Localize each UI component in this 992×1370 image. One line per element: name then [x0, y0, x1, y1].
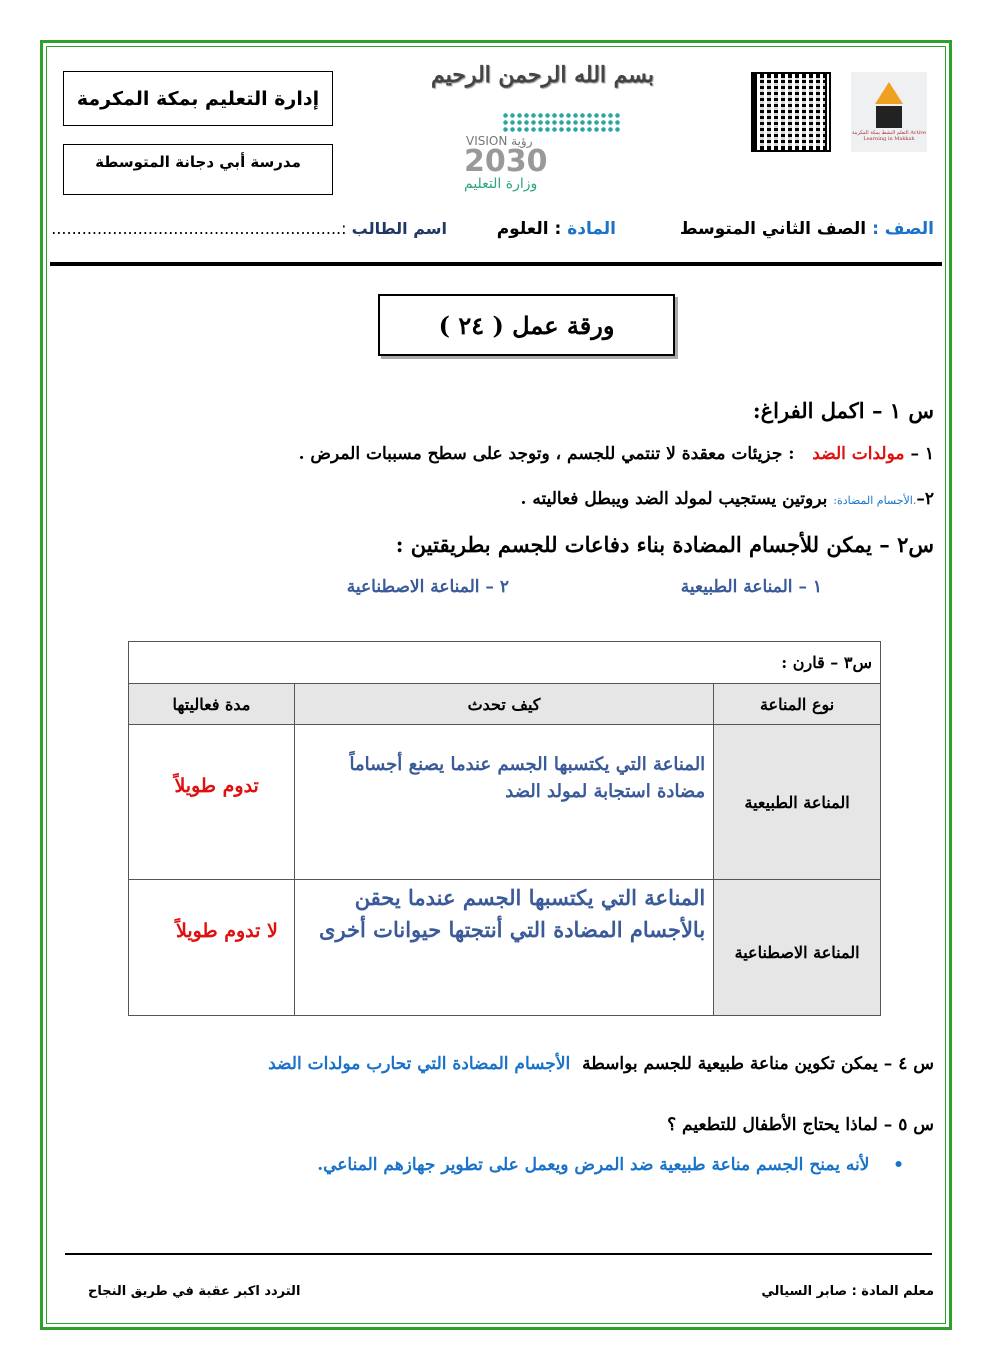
q4-answer: الأجسام المضادة التي تحارب مولدات الضد	[268, 1054, 571, 1074]
vision-ar-text: رؤية	[511, 134, 533, 148]
logo-text: التعلم النشط بمكة المكرمة Active Learning in Makkah	[851, 130, 927, 142]
table-row	[129, 880, 881, 1016]
answer-text: مولدات الضد	[812, 444, 905, 464]
grade-label: الصف :	[872, 219, 934, 239]
school-box	[63, 144, 333, 195]
vision-text: VISION	[466, 134, 508, 148]
q4	[268, 1054, 934, 1074]
student-blank[interactable]: :.........................................................	[51, 219, 347, 238]
item-number: ٢–	[916, 489, 934, 509]
item-text: : جزيئات معقدة لا تنتمي للجسم ، وتوجد على سطح مسببات المرض .	[298, 444, 795, 464]
active-learning-logo	[851, 72, 927, 152]
grade-field	[680, 219, 934, 239]
worksheet-title: ورقة عمل ( ٢٤ )	[378, 294, 675, 356]
q1-item-1	[299, 444, 934, 464]
q1-item-2	[521, 489, 934, 509]
student-name-field[interactable]	[51, 219, 447, 238]
vision-year: 2030	[464, 144, 548, 179]
teacher-name: معلم المادة : صابر السيالي	[761, 1284, 934, 1299]
grade-value: الصف الثاني المتوسط	[679, 219, 867, 239]
subject-value: : العلوم	[496, 219, 562, 239]
footer-motto: التردد اكبر عقبة في طريق النجاح	[88, 1284, 301, 1299]
comparison-table	[128, 641, 881, 1016]
subject-label: المادة	[567, 219, 616, 239]
q5-heading: س ٥ – لماذا يحتاج الأطفال للتطعيم ؟	[667, 1115, 934, 1135]
subject-field	[497, 219, 616, 239]
dots-icon	[502, 112, 622, 134]
answer-text: لأنه يمنح الجسم مناعة طبيعية ضد المرض ويعمل على تطوير جهازهم المناعي.	[317, 1155, 870, 1175]
school-name: مدرسة أبي دجانة المتوسطة	[95, 153, 301, 171]
admin-box	[63, 71, 333, 126]
immunity-type: المناعة الطبيعية	[714, 725, 881, 880]
how-it-occurs: المناعة التي يكتسبها الجسم عندما يحقن بالأجسام المضادة التي أنتجتها حيوانات أخرى	[294, 880, 713, 1016]
student-label: اسم الطالب	[351, 219, 447, 238]
header-divider	[50, 262, 942, 266]
table-row	[129, 725, 881, 880]
q3-heading: س٣ – قارن :	[129, 642, 881, 684]
vision-2030-logo	[462, 110, 627, 195]
admin-name: إدارة التعليم بمكة المكرمة	[76, 87, 320, 110]
column-header: كيف تحدث	[294, 684, 713, 725]
qr-code-icon[interactable]	[751, 72, 831, 152]
how-it-occurs: المناعة التي يكتسبها الجسم عندما يصنع أجساماً مضادة استجابة لمولد الضد	[294, 725, 713, 880]
column-header: نوع المناعة	[714, 684, 881, 725]
q2-answer-2: ٢ – المناعة الاصطناعية	[346, 577, 509, 597]
column-header: مدة فعاليتها	[129, 684, 295, 725]
item-number: ١ –	[910, 444, 934, 464]
ministry-name: وزارة التعليم	[464, 176, 538, 192]
duration: تدوم طويلاً	[129, 725, 295, 880]
q1-heading: س ١ – اكمل الفراغ:	[752, 398, 934, 423]
q2-answer-1: ١ – المناعة الطبيعية	[680, 577, 822, 597]
q2-heading: س٢ – يمكن للأجسام المضادة بناء دفاعات للجسم بطريقتين :	[395, 532, 934, 557]
table-header-row	[129, 684, 881, 725]
answer-text: .الأجسام المضادة:	[833, 494, 917, 507]
q5-answer	[317, 1155, 904, 1175]
duration: لا تدوم طويلاً	[129, 880, 295, 1016]
immunity-type: المناعة الاصطناعية	[714, 880, 881, 1016]
item-text: بروتين يستجيب لمولد الضد ويبطل فعاليته .	[520, 489, 828, 509]
footer-divider	[65, 1253, 932, 1255]
q4-heading: س ٤ – يمكن تكوين مناعة طبيعية للجسم بواسطة	[582, 1054, 934, 1074]
basmala: بسم الله الرحمن الرحيم	[430, 62, 655, 88]
bullet-icon: •	[893, 1155, 904, 1175]
